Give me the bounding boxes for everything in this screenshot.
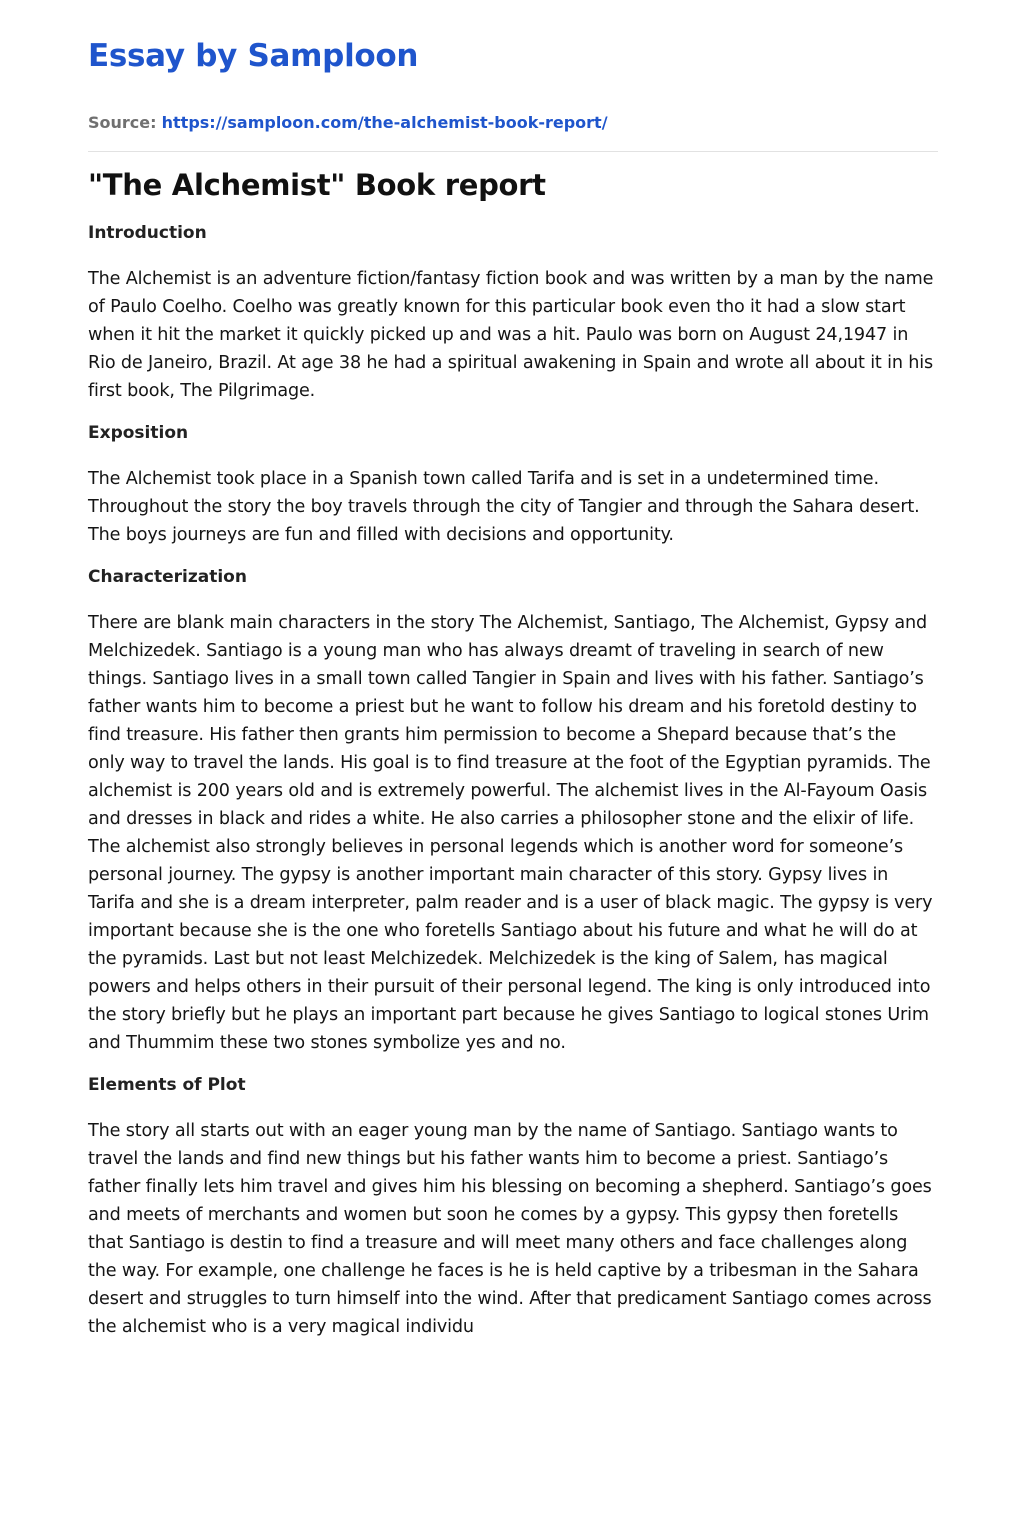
source-line [88,112,938,134]
header-divider [88,151,938,152]
section-heading-elements-of-plot: Elements of Plot [88,1075,246,1095]
section-text-characterization: There are blank main characters in the story The Alchemist, Santiago, The Alchemist, Gypsy and Melchizedek. Santiago is a young man who has always dreamt of traveling in search of new things. Santiago lives in a small town called Tangier in Spain and lives with his father. Santiago’s father wants him to become a priest but he want to follow his dream and his foretold destiny to find treasure. His father then grants him permission to become a Shepard because that’s the only way to travel the lands. His goal is to find treasure at the foot of the Egyptian pyramids. The alchemist is 200 years old and is extremely powerful. The alchemist lives in the Al-Fayoum Oasis and dresses in black and rides a white. He also carries a philosopher stone and the elixir of life. The alchemist also strongly believes in personal legends which is another word for someone’s personal journey. The gypsy is another important main character of this story. Gypsy lives in Tarifa and she is a dream interpreter, palm reader and is a user of black magic. The gypsy is very important because she is the one who foretells Santiago about his future and what he will do at the pyramids. Last but not least Melchizedek. Melchizedek is the king of Salem, has magical powers and helps others in their pursuit of their personal legend. The king is only introduced into the story briefly but he plays an important part because he gives Santiago to logical stones Urim and Thummim these two stones symbolize yes and no. [88,613,933,1053]
section-heading-exposition: Exposition [88,423,189,443]
source-label: Source: [88,113,157,132]
section-text-introduction: The Alchemist is an adventure fiction/fantasy fiction book and was written by a man by the name of Paulo Coelho. Coelho was greatly known for this particular book even tho it had a slow start when it hit the market it quickly picked up and was a hit. Paulo was born on August 24,1947 in Rio de Janeiro, Brazil. At age 38 he had a spiritual awakening in Spain and wrote all about it in his first book, The Pilgrimage. [88,269,934,401]
site-title[interactable]: Essay by Samploon [88,38,419,74]
section-text-elements-of-plot: The story all starts out with an eager young man by the name of Santiago. Santiago wants to travel the lands and find new things but his father wants him to become a priest. Santiago’s father finally lets him travel and gives him his blessing on becoming a shepherd. Santiago’s goes and meets of merchants and women but soon he comes by a gypsy. This gypsy then foretells that Santiago is destin to find a treasure and will meet many others and face challenges along the way. For example, one challenge he faces is he is held captive by a tribesman in the Sahara desert and struggles to turn himself into the wind. After that predicament Santiago comes across the alchemist who is a very magical individu [88,1121,932,1337]
section-heading-introduction: Introduction [88,223,207,243]
essay-title: "The Alchemist" Book report [88,168,546,202]
source-link[interactable]: https://samploon.com/the-alchemist-book-report/ [161,113,608,132]
section-heading-characterization: Characterization [88,567,247,587]
section-text-exposition: The Alchemist took place in a Spanish town called Tarifa and is set in a undetermined time. Throughout the story the boy travels through the city of Tangier and through the Sahara desert. The boys journeys are fun and filled with decisions and opportunity. [88,469,920,545]
